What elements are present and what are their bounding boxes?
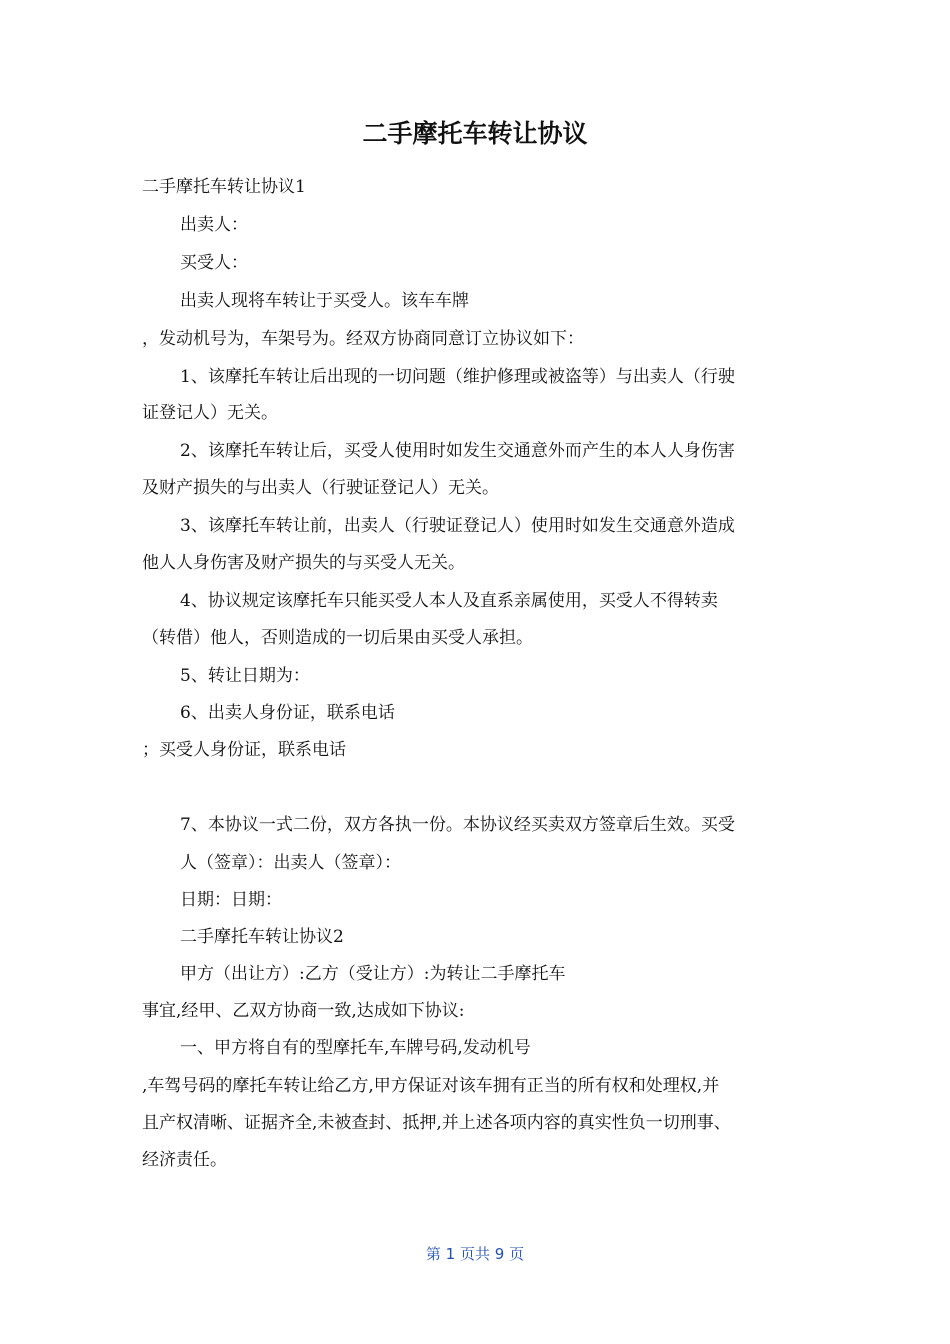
paragraph-line: 事宜,经甲、乙双方协商一致,达成如下协议:: [142, 1001, 465, 1021]
paragraph-line: ，发动机号为，车架号为。经双方协商同意订立协议如下：: [142, 329, 584, 349]
paragraph-line: 经济责任。: [142, 1150, 227, 1170]
paragraph-line: 日期：日期：: [180, 890, 282, 910]
paragraph-line: 人（签章）：出卖人（签章）：: [180, 853, 401, 873]
paragraph-line: （转借）他人，否则造成的一切后果由买受人承担。: [142, 628, 533, 648]
paragraph-line: ；买受人身份证，联系电话: [142, 740, 346, 760]
section-heading: 二手摩托车转让协议2: [180, 927, 344, 947]
paragraph-line: ,车驾号码的摩托车转让给乙方,甲方保证对该车拥有正当的所有权和处理权,并: [142, 1076, 720, 1096]
paragraph-line: 2、该摩托车转让后，买受人使用时如发生交通意外而产生的本人人身伤害: [180, 441, 735, 461]
paragraph-line: 证登记人）无关。: [142, 403, 278, 423]
paragraph-line: 出卖人现将车转让于买受人。该车车牌: [180, 291, 469, 311]
page-indicator: 第 1 页共 9 页: [425, 1245, 525, 1263]
paragraph-line: 出卖人：: [180, 215, 248, 235]
paragraph-line: 他人人身伤害及财产损失的与买受人无关。: [142, 553, 465, 573]
document-title: 二手摩托车转让协议: [362, 119, 588, 148]
paragraph-line: 及财产损失的与出卖人（行驶证登记人）无关。: [142, 478, 499, 498]
paragraph-line: 买受人：: [180, 253, 248, 273]
paragraph-line: 7、本协议一式二份，双方各执一份。本协议经买卖双方签章后生效。买受: [180, 815, 735, 835]
paragraph-line: 1、该摩托车转让后出现的一切问题（维护修理或被盗等）与出卖人（行驶: [180, 367, 735, 387]
paragraph-line: 甲方（出让方）:乙方（受让方）:为转让二手摩托车: [180, 964, 566, 984]
section-heading: 二手摩托车转让协议1: [142, 177, 306, 197]
paragraph-line: 4、协议规定该摩托车只能买受人本人及直系亲属使用，买受人不得转卖: [180, 591, 718, 611]
paragraph-line: 且产权清晰、证据齐全,未被查封、抵押,并上述各项内容的真实性负一切刑事、: [142, 1113, 731, 1133]
paragraph-line: 5、转让日期为：: [180, 666, 310, 686]
paragraph-line: 一、甲方将自有的型摩托车,车牌号码,发动机号: [180, 1038, 531, 1058]
paragraph-line: 3、该摩托车转让前，出卖人（行驶证登记人）使用时如发生交通意外造成: [180, 516, 735, 536]
paragraph-line: 6、出卖人身份证，联系电话: [180, 703, 395, 723]
